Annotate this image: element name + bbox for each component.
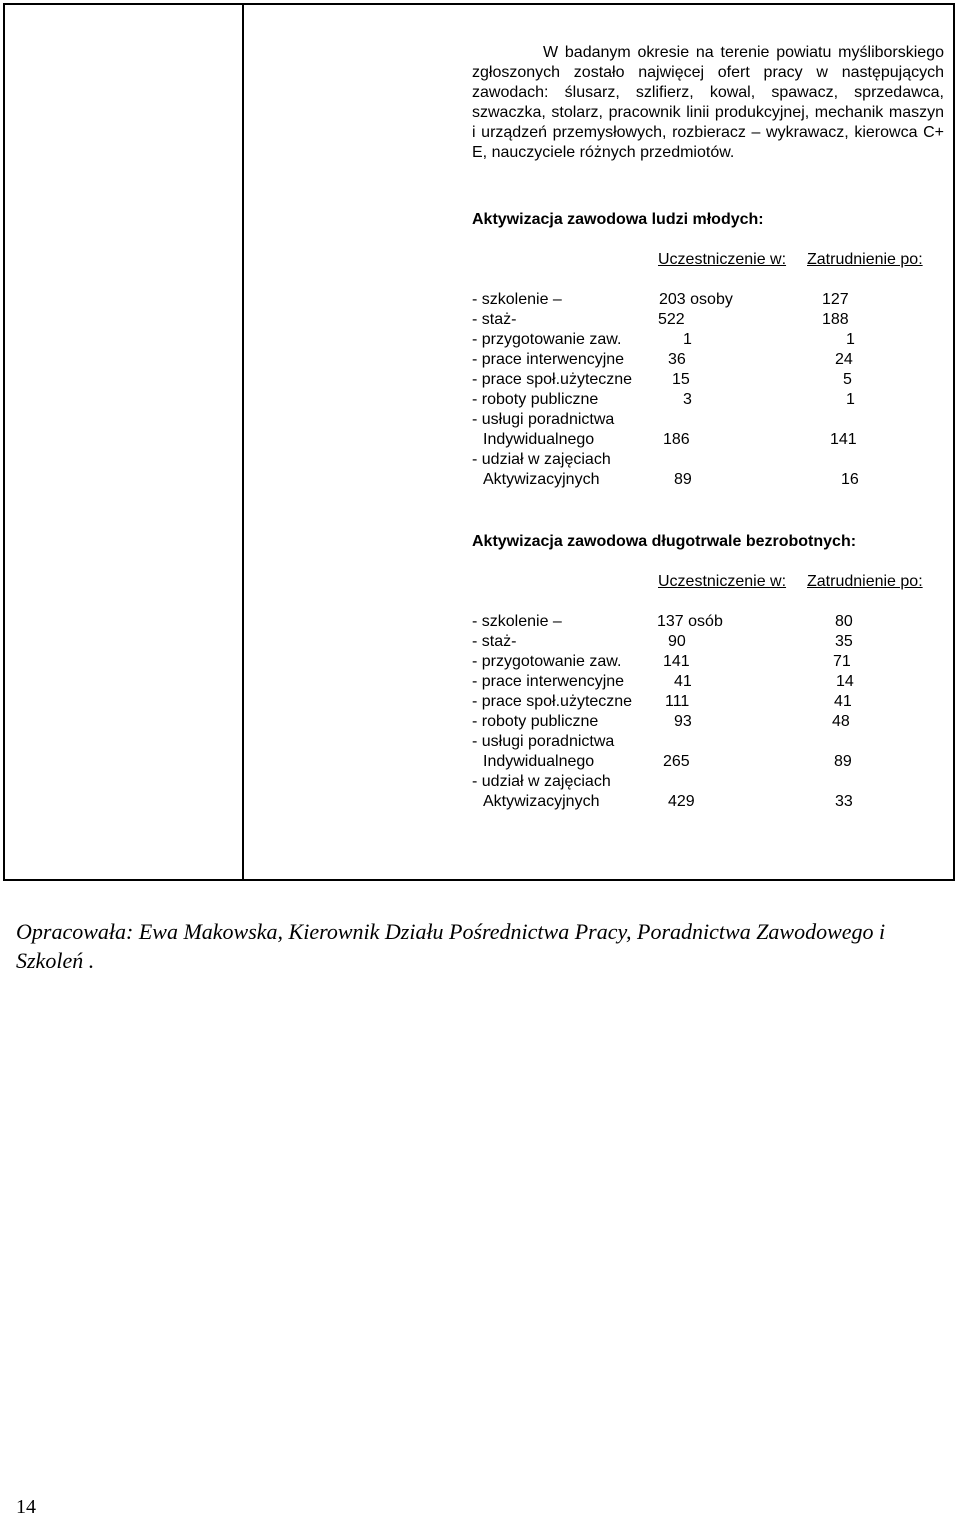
row-label: - usługi poradnictwa <box>472 411 615 428</box>
row-participation: 41 <box>674 673 692 690</box>
row-label: - roboty publiczne <box>472 391 599 408</box>
row-participation: 1 <box>683 331 692 348</box>
row-label: Aktywizacyjnych <box>483 471 600 488</box>
row-participation: 429 <box>668 793 695 810</box>
intro-paragraph: W badanym okresie na terenie powiatu myśliborskiego zgłoszonych zostało najwięcej ofert pracy w następujących zawodach: ślusarz, szlifierz, kowal, spawacz, sprzedawca, szwaczka, stolarz, pracownik linii produkcyjnej, mechanik maszyn i urządzeń przemysłowych, rozbieracz – wykrawacz, kierowca C+ E, nauczyciele różnych przedmiotów. <box>472 44 944 161</box>
row-label: - prace społ.użyteczne <box>472 693 633 710</box>
column-divider <box>242 5 244 879</box>
row-employment: 89 <box>834 753 852 770</box>
section1-employment-header: Zatrudnienie po: <box>807 251 923 268</box>
table-row <box>472 772 944 792</box>
row-employment: 14 <box>836 673 854 690</box>
row-employment: 141 <box>830 431 857 448</box>
row-employment: 35 <box>835 633 853 650</box>
row-label: - prace społ.użyteczne <box>472 371 633 388</box>
row-label: - szkolenie – <box>472 291 562 308</box>
content-column <box>472 43 944 810</box>
row-label: - udział w zajęciach <box>472 773 611 790</box>
row-employment: 33 <box>835 793 853 810</box>
row-label: - staż- <box>472 311 517 328</box>
row-label: - roboty publiczne <box>472 713 599 730</box>
author-footnote: Opracowała: Ewa Makowska, Kierownik Działu Pośrednictwa Pracy, Poradnictwa Zawodowego i Szkoleń . <box>16 919 886 973</box>
row-label: Aktywizacyjnych <box>483 793 600 810</box>
table-row <box>472 652 944 672</box>
table-row <box>472 732 944 752</box>
row-participation: 141 <box>663 653 690 670</box>
section2-participation-header: Uczestniczenie w: <box>658 573 787 590</box>
row-label: - udział w zajęciach <box>472 451 611 468</box>
row-participation: 93 <box>674 713 692 730</box>
table-row <box>472 310 944 330</box>
table-row <box>472 792 944 812</box>
table-row <box>472 430 944 450</box>
row-label: - przygotowanie zaw. <box>472 653 622 670</box>
section1-rows <box>472 290 944 490</box>
row-employment: 1 <box>846 391 855 408</box>
table-row <box>472 450 944 470</box>
table-row <box>472 692 944 712</box>
row-label: Indywidualnego <box>483 431 595 448</box>
row-label: - szkolenie – <box>472 613 562 630</box>
table-row <box>472 712 944 732</box>
row-employment: 16 <box>841 471 859 488</box>
row-employment: 24 <box>835 351 853 368</box>
row-label: - prace interwencyjne <box>472 673 625 690</box>
row-label: - prace interwencyjne <box>472 351 625 368</box>
row-employment: 1 <box>846 331 855 348</box>
table-row <box>472 410 944 430</box>
page-number: 14 <box>16 1496 36 1518</box>
row-participation: 111 <box>665 693 690 710</box>
table-row <box>472 330 944 350</box>
row-participation: 15 <box>672 371 690 388</box>
row-participation: 89 <box>674 471 692 488</box>
section2-rows <box>472 612 944 812</box>
row-label: - staż- <box>472 633 517 650</box>
row-employment: 188 <box>822 311 849 328</box>
row-participation: 36 <box>668 351 686 368</box>
row-employment: 71 <box>833 653 851 670</box>
row-employment: 5 <box>843 371 852 388</box>
table-row <box>472 370 944 390</box>
row-participation: 186 <box>663 431 690 448</box>
row-employment: 127 <box>822 291 849 308</box>
row-employment: 80 <box>835 613 853 630</box>
table-row <box>472 752 944 772</box>
row-participation: 203 osoby <box>659 291 733 308</box>
table-row <box>472 612 944 632</box>
row-employment: 41 <box>834 693 852 710</box>
row-participation: 3 <box>683 391 692 408</box>
section2-employment-header: Zatrudnienie po: <box>807 573 923 590</box>
row-participation: 137 osób <box>657 613 723 630</box>
table-row <box>472 350 944 370</box>
row-employment: 48 <box>832 713 850 730</box>
section2-title: Aktywizacja zawodowa długotrwale bezrobotnych: <box>472 533 857 550</box>
row-participation: 90 <box>668 633 686 650</box>
section1-participation-header: Uczestniczenie w: <box>658 251 787 268</box>
table-row <box>472 390 944 410</box>
table-row <box>472 470 944 490</box>
section1-title: Aktywizacja zawodowa ludzi młodych: <box>472 211 764 228</box>
table-row <box>472 290 944 310</box>
table-row <box>472 672 944 692</box>
table-row <box>472 632 944 652</box>
row-label: Indywidualnego <box>483 753 595 770</box>
row-participation: 265 <box>663 753 690 770</box>
row-label: - usługi poradnictwa <box>472 733 615 750</box>
row-participation: 522 <box>658 311 685 328</box>
row-label: - przygotowanie zaw. <box>472 331 622 348</box>
